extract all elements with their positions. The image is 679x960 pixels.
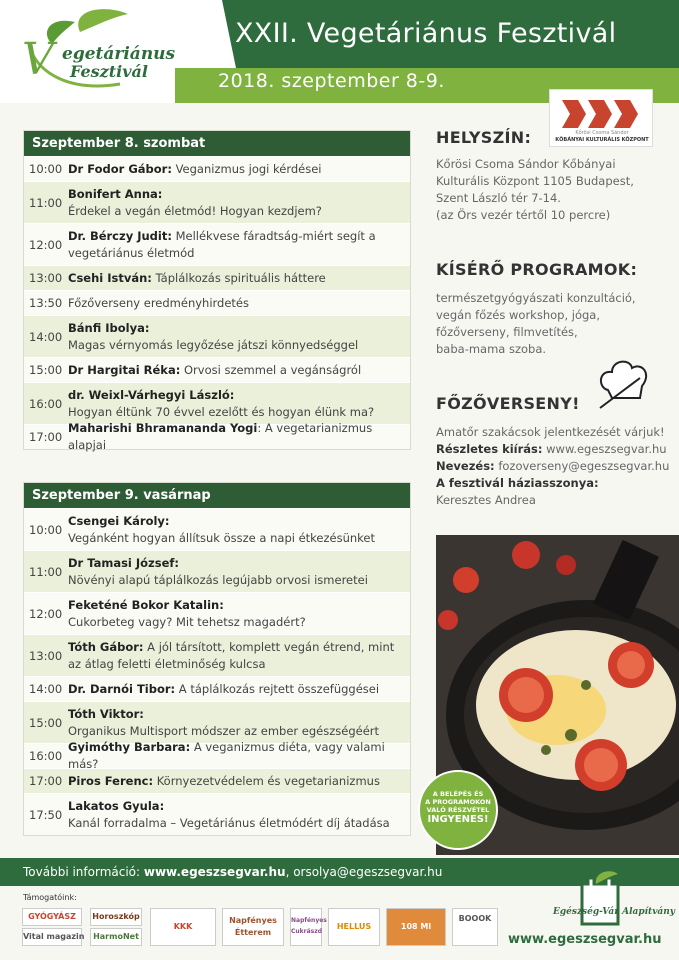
table-row: 16:00 Gyimóthy Barbara: A veganizmus diéta, vagy valami más? [24, 743, 410, 768]
schedule-day2-title: Szeptember 9. vasárnap [24, 483, 410, 508]
venue-heading: HELYSZÍN: [436, 128, 532, 147]
table-row: 14:00 Dr. Darnói Tibor: A táplálkozás rejtett összefüggései [24, 676, 410, 701]
page-title: XXII. Vegetáriánus Fesztivál [235, 18, 617, 49]
chef-hat-icon [596, 356, 654, 412]
programs-list: természetgyógyászati konzultáció, vegán főzés workshop, jóga, főzőverseny, filmvetítés, baba-mama szoba. [436, 291, 636, 356]
footer-info: További információ: www.egeszsegvar.hu, orsolya@egeszsegvar.hu [23, 865, 443, 879]
table-row: 15:00 Tóth Viktor: Organikus Multisport módszer az ember egészségéért [24, 701, 410, 743]
footer-site-link[interactable]: www.egeszsegvar.hu [143, 865, 286, 879]
table-row: 12:00 Dr. Bérczy Judit: Mellékvese fáradtság-miért segít a vegetáriánus életmód [24, 223, 410, 265]
contest-info: Amatőr szakácsok jelentkezését várjuk! Részletes kiírás: www.egeszsegvar.hu Nevezés: fozoverseny@egeszsegvar.hu A fesztivál háziasszonya: Keresztes Andrea [436, 425, 670, 507]
kkk-logo-icon [550, 94, 654, 134]
castle-logo-icon [560, 864, 640, 928]
schedule-day2-rows [24, 508, 410, 835]
schedule-day1 [23, 130, 411, 450]
table-row: 11:00 Bonifert Anna: Érdekel a vegán életmód! Hogyan kezdjem? [24, 181, 410, 223]
venue-address: Kőrösi Csoma Sándor Kőbányai Kulturális Központ 1105 Budapest, Szent László tér 7-14. (az Örs vezér tértől 10 percre) [436, 157, 634, 222]
table-row: 13:00 Tóth Gábor: A jól társított, komplett vegán étrend, mint az átlag feletti életminőség kulcsa [24, 634, 410, 676]
schedule-day2 [23, 482, 411, 836]
table-row: 12:00 Feketéné Bokor Katalin: Cukorbeteg vagy? Mit tehetsz magadért? [24, 592, 410, 634]
festival-date: 2018. szeptember 8-9. [218, 70, 445, 92]
sponsor-logo: HELLUS [328, 908, 380, 946]
venue-logo: Kőrösi Csoma Sándor KŐBÁNYAI KULTURÁLIS KÖZPONT [549, 89, 653, 147]
schedule-day1-rows [24, 156, 410, 452]
sponsor-logo: Vital magazin [22, 928, 82, 946]
sponsor-logo: Napfényes Cukrászd [290, 908, 322, 946]
foundation-name: Egészség-Vár Alapítvány [553, 907, 676, 917]
logo-text-line1: egetáriánus [62, 44, 176, 64]
footer-site-link-2[interactable]: www.egeszsegvar.hu [508, 932, 662, 947]
sponsor-logo: Horoszkóp [90, 908, 142, 926]
sponsor-logo: KKK [150, 908, 216, 946]
contest-heading: FŐZŐVERSENY! [436, 394, 580, 413]
table-row: 17:50 Lakatos Gyula: Kanál forradalma – Vegetáriánus életmódért díj átadása [24, 793, 410, 835]
table-row: 10:00 Csengei Károly: Vegánként hogyan állítsuk össze a napi étkezésünket [24, 508, 410, 550]
free-entry-badge: A BELÉPÉS ÉS A PROGRAMOKON VALÓ RÉSZVÉTEL INGYENES! [418, 770, 498, 850]
table-row: 10:00 Dr Fodor Gábor: Veganizmus jogi kérdései [24, 156, 410, 181]
festival-logo: V egetáriánus Fesztivál [10, 4, 180, 96]
sponsor-logo: BOOOK [452, 908, 498, 946]
programs-heading: KÍSÉRŐ PROGRAMOK: [436, 260, 638, 279]
table-row: 15:00 Dr Hargitai Réka: Orvosi szemmel a vegánságról [24, 357, 410, 382]
sponsor-logo: 108 Ml [386, 908, 446, 946]
table-row: 11:00 Dr Tamasi József: Növényi alapú táplálkozás legújabb orvosi ismeretei [24, 550, 410, 592]
sponsors-label: Támogatóink: [23, 893, 77, 902]
header [0, 0, 679, 103]
table-row: 13:00 Csehi István: Táplálkozás spirituális háttere [24, 265, 410, 290]
table-row: 17:00 Maharishi Bhramananda Yogi: A vegetarianizmus alapjai [24, 424, 410, 449]
schedule-day1-title: Szeptember 8. szombat [24, 131, 410, 156]
table-row: 17:00 Piros Ferenc: Környezetvédelem és vegetarianizmus [24, 768, 410, 793]
sponsor-logo: Napfényes Étterem [222, 908, 284, 946]
sponsor-logo: HarmoNet [90, 928, 142, 946]
sponsor-logo: GYÓGYÁSZ [22, 908, 82, 926]
logo-text-line2: Fesztivál [70, 62, 148, 81]
table-row: 13:50 Főzőverseny eredményhirdetés [24, 290, 410, 315]
footer-email-link[interactable]: , orsolya@egeszsegvar.hu [285, 865, 443, 879]
table-row: 16:00 dr. Weixl-Várhegyi László: Hogyan éltünk 70 évvel ezelőtt és hogyan élünk ma? [24, 382, 410, 424]
table-row: 14:00 Bánfi Ibolya: Magas vérnyomás legyőzése játszi könnyedséggel [24, 315, 410, 357]
